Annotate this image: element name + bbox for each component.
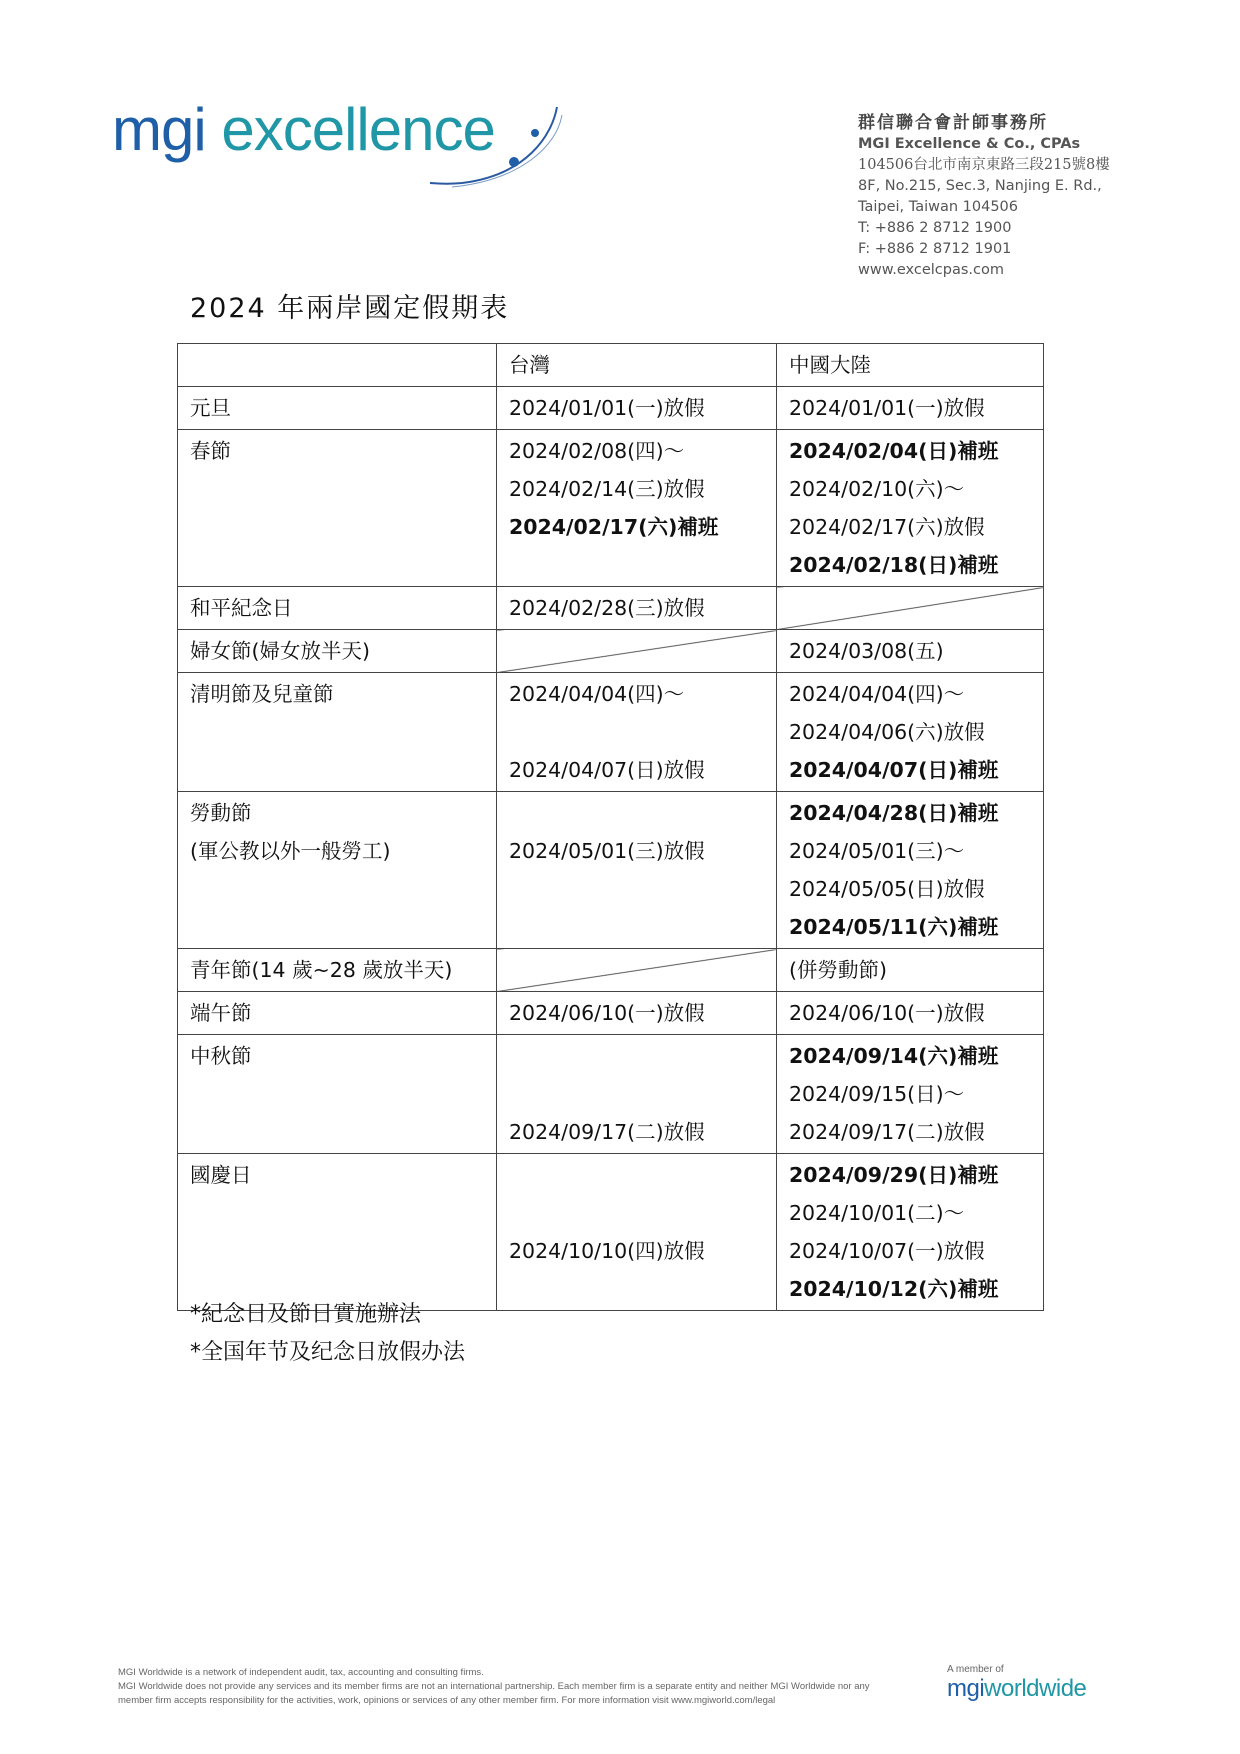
firm-phone: T: +886 2 8712 1900 <box>858 220 1012 236</box>
page-title: 2024 年兩岸國定假期表 <box>190 293 510 324</box>
china-cell <box>777 792 1044 949</box>
cell-line: 2024/04/07(日)放假 <box>509 758 705 782</box>
cell-line: 2024/04/06(六)放假 <box>789 720 985 744</box>
note-link-taiwan[interactable]: *紀念日及節日實施辦法 <box>190 1302 422 1327</box>
holiday-name-cell <box>178 949 497 992</box>
cell-line: 2024/09/17(二)放假 <box>509 1120 705 1144</box>
china-cell <box>777 1035 1044 1154</box>
china-cell <box>777 992 1044 1035</box>
cell-line: 2024/09/17(二)放假 <box>789 1120 985 1144</box>
china-cell <box>777 1154 1044 1311</box>
cell-line: 勞動節 <box>190 801 252 825</box>
cell-line: 2024/02/18(日)補班 <box>789 553 999 577</box>
company-logo <box>112 95 572 205</box>
cell-line: 2024/02/17(六)補班 <box>509 515 719 539</box>
cell-line: 2024/04/04(四)～ <box>789 682 965 706</box>
firm-address-en-line2: Taipei, Taiwan 104506 <box>858 199 1019 215</box>
holiday-table-body <box>178 344 1044 1311</box>
taiwan-cell <box>497 992 777 1035</box>
cell-line: 2024/04/07(日)補班 <box>789 758 999 782</box>
table-row <box>178 792 1044 949</box>
cell-line: 2024/05/05(日)放假 <box>789 877 985 901</box>
cell-line <box>509 1075 764 1113</box>
cell-line: 2024/02/10(六)～ <box>789 477 965 501</box>
cell-line: 和平紀念日 <box>190 596 293 620</box>
cell-line: 2024/02/08(四)～ <box>509 439 685 463</box>
cell-line: 2024/09/29(日)補班 <box>789 1163 999 1187</box>
holiday-name-cell <box>178 1154 497 1311</box>
taiwan-cell <box>497 1154 777 1311</box>
table-row <box>178 1154 1044 1311</box>
note-link-china[interactable]: *全国年节及纪念日放假办法 <box>190 1340 466 1365</box>
cell-line: 2024/02/14(三)放假 <box>509 477 705 501</box>
table-row <box>178 430 1044 587</box>
cell-line: 2024/01/01(一)放假 <box>509 396 705 420</box>
cell-line: 2024/04/28(日)補班 <box>789 801 999 825</box>
table-row <box>178 387 1044 430</box>
cell-line <box>509 1194 764 1232</box>
china-cell <box>777 949 1044 992</box>
cell-line: 2024/05/01(三)～ <box>789 839 965 863</box>
cell-line <box>509 1037 764 1075</box>
cell-line: 2024/10/01(二)～ <box>789 1201 965 1225</box>
cell-line: 2024/05/11(六)補班 <box>789 915 999 939</box>
taiwan-cell <box>497 1035 777 1154</box>
taiwan-cell <box>497 792 777 949</box>
table-row <box>178 630 1044 673</box>
cell-line: 2024/02/28(三)放假 <box>509 596 705 620</box>
cell-line: 春節 <box>190 439 231 463</box>
footer-line: MGI Worldwide does not provide any services and its member firms are not an international partnership. Each member firm is a separate entity and neither MGI Worldwide nor any <box>118 1681 870 1692</box>
member-label: A member of <box>947 1664 1004 1675</box>
cell-line: 2024/01/01(一)放假 <box>789 396 985 420</box>
cell-line <box>509 794 764 832</box>
member-badge <box>947 1664 1137 1703</box>
holiday-name-cell <box>178 992 497 1035</box>
taiwan-cell <box>497 430 777 587</box>
cell-line <box>509 713 764 751</box>
holiday-name-cell <box>178 630 497 673</box>
mgi-worldwide-logo: mgiworldwide <box>947 1675 1087 1702</box>
holiday-table <box>177 343 1044 1311</box>
cell-line: (併勞動節) <box>789 958 887 982</box>
footer-line: member firm accepts responsibility for the activities, work, opinions or services of any other member firm. For more information visit www.mgiworld.com/legal <box>118 1695 776 1706</box>
cell-line: 國慶日 <box>190 1163 252 1187</box>
footer-line: MGI Worldwide is a network of independent audit, tax, accounting and consulting firms. <box>118 1667 484 1678</box>
table-header-row <box>178 344 1044 387</box>
holiday-name-cell <box>178 1035 497 1154</box>
logo-wordmark: mgi excellence <box>112 96 495 163</box>
table-row <box>178 992 1044 1035</box>
table-row <box>178 587 1044 630</box>
cell-line: 2024/10/12(六)補班 <box>789 1277 999 1301</box>
taiwan-cell-not-applicable <box>497 630 777 673</box>
cell-line: 青年節(14 歲~28 歲放半天) <box>190 958 453 982</box>
table-row <box>178 949 1044 992</box>
firm-website: www.excelcpas.com <box>858 262 1004 278</box>
taiwan-cell <box>497 387 777 430</box>
cell-line: 2024/04/04(四)～ <box>509 682 685 706</box>
taiwan-cell <box>497 673 777 792</box>
cell-line: 婦女節(婦女放半天) <box>190 639 370 663</box>
firm-name-zh: 群信聯合會計師事務所 <box>858 113 1048 133</box>
cell-line: 2024/02/17(六)放假 <box>789 515 985 539</box>
china-cell <box>777 387 1044 430</box>
holiday-name-cell <box>178 430 497 587</box>
cell-line: 2024/06/10(一)放假 <box>509 1001 705 1025</box>
cell-line: 2024/05/01(三)放假 <box>509 839 705 863</box>
cell-line <box>509 1156 764 1194</box>
footer-disclaimer <box>118 1666 918 1708</box>
taiwan-cell <box>497 587 777 630</box>
cell-line: (軍公教以外一般勞工) <box>190 839 391 863</box>
table-row <box>178 1035 1044 1154</box>
china-cell <box>777 430 1044 587</box>
table-row <box>178 673 1044 792</box>
holiday-name-cell <box>178 673 497 792</box>
firm-name-en: MGI Excellence & Co., CPAs <box>858 136 1081 152</box>
header-cell-holiday <box>178 344 497 387</box>
holiday-name-cell <box>178 792 497 949</box>
cell-line: 2024/02/04(日)補班 <box>789 439 999 463</box>
notes <box>190 1296 465 1372</box>
taiwan-cell-not-applicable <box>497 949 777 992</box>
holiday-name-cell <box>178 387 497 430</box>
cell-line: 2024/09/14(六)補班 <box>789 1044 999 1068</box>
cell-line: 2024/09/15(日)～ <box>789 1082 965 1106</box>
logo-swoosh-icon <box>412 95 572 205</box>
holiday-name-cell <box>178 587 497 630</box>
china-cell <box>777 673 1044 792</box>
cell-line: 2024/10/10(四)放假 <box>509 1239 705 1263</box>
cell-line: 2024/06/10(一)放假 <box>789 1001 985 1025</box>
cell-line: 清明節及兒童節 <box>190 682 334 706</box>
cell-line: 2024/03/08(五) <box>789 639 944 663</box>
header-cell-china: 中國大陸 <box>777 344 1044 387</box>
header-cell-taiwan: 台灣 <box>497 344 777 387</box>
cell-line: 端午節 <box>190 1001 252 1025</box>
cell-line: 中秋節 <box>190 1044 252 1068</box>
cell-line: 元旦 <box>190 396 231 420</box>
firm-contact-block <box>858 113 1110 281</box>
china-cell <box>777 630 1044 673</box>
firm-address-zh: 104506台北市南京東路三段215號8樓 <box>858 157 1110 173</box>
cell-line: 2024/10/07(一)放假 <box>789 1239 985 1263</box>
china-cell-not-applicable <box>777 587 1044 630</box>
firm-address-en-line1: 8F, No.215, Sec.3, Nanjing E. Rd., <box>858 178 1102 194</box>
firm-fax: F: +886 2 8712 1901 <box>858 241 1012 257</box>
